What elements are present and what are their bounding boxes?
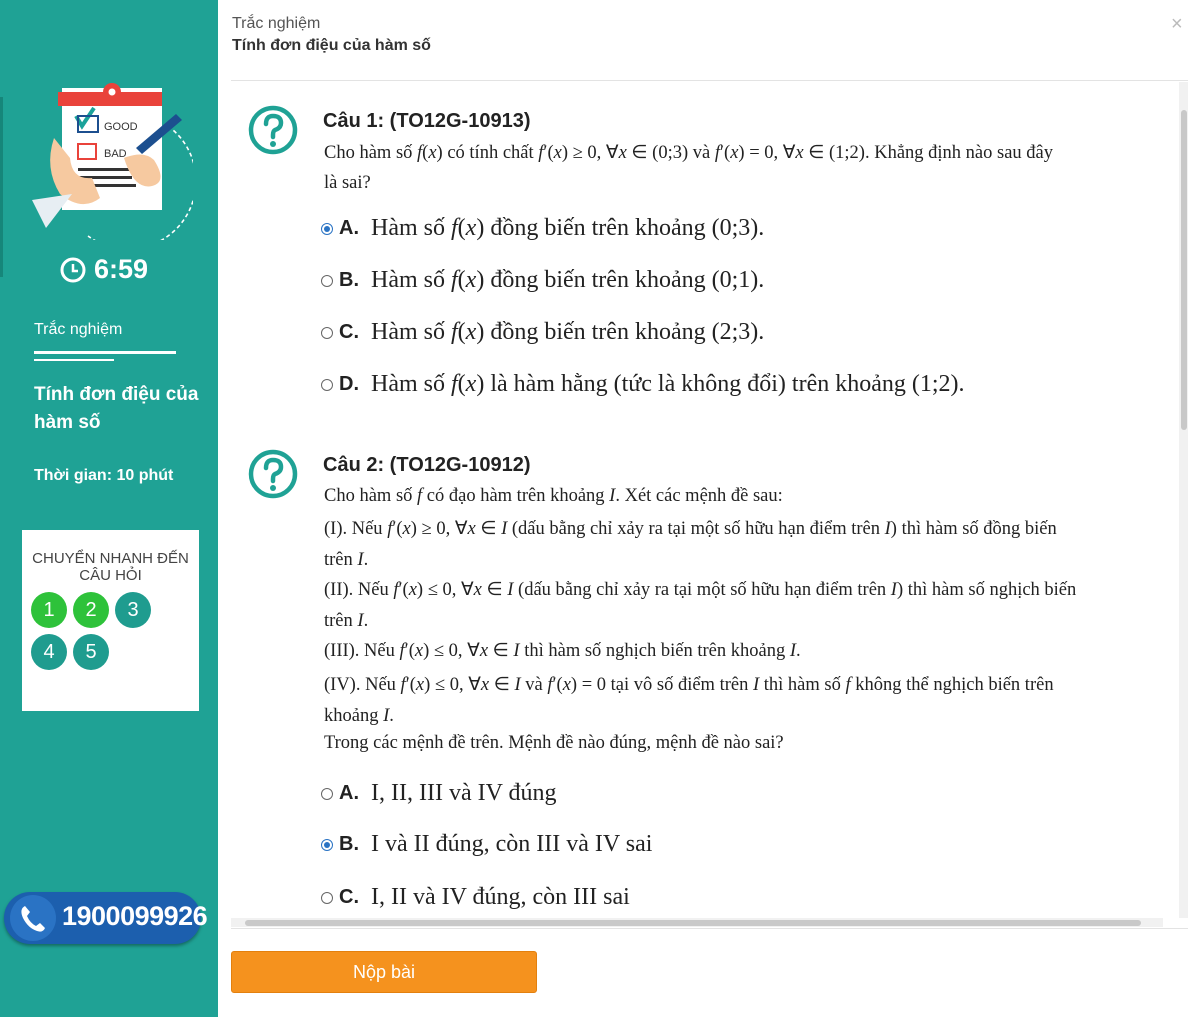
option-b[interactable]: [321, 267, 764, 294]
hotline-button[interactable]: [4, 892, 208, 944]
question-navigator: [22, 530, 199, 711]
option-text: Hàm số f(x) đồng biến trên khoảng (2;3).: [371, 319, 765, 345]
radio[interactable]: [321, 892, 333, 904]
header-subtitle: Trắc nghiệm: [232, 15, 321, 32]
hotline-number: 1900099926: [62, 901, 208, 931]
countdown-timer: [60, 254, 148, 285]
radio[interactable]: [321, 275, 333, 287]
radio[interactable]: [321, 379, 333, 391]
question-jump-1[interactable]: 1: [31, 592, 67, 628]
clock-icon: [60, 257, 86, 283]
sidebar-section-label: Trắc nghiệm: [34, 321, 123, 338]
illus-good-text: GOOD: [104, 121, 138, 133]
time-limit: Thời gian: 10 phút: [34, 467, 174, 484]
question-text: Cho hàm số f(x) có tính chất f′(x) ≥ 0, ∀x ∈ (0;3) và f′(x) = 0, ∀x ∈ (1;2). Khẳng định nào sau đây là sai?: [324, 143, 1054, 193]
option-c[interactable]: [321, 319, 764, 346]
option-text: I và II đúng, còn III và IV sai: [371, 831, 653, 857]
question-heading: Câu 2: (TO12G-10912): [323, 454, 531, 476]
option-text: I, II và IV đúng, còn III sai: [371, 884, 630, 910]
sidebar: [0, 0, 218, 1017]
sidebar-edge: [0, 97, 3, 277]
question-jump-5[interactable]: 5: [73, 634, 109, 670]
option-letter: A.: [339, 782, 359, 804]
question-jump-2[interactable]: 2: [73, 592, 109, 628]
question-mark-icon: [247, 104, 299, 156]
option-letter: A.: [339, 217, 359, 239]
option-text: Hàm số f(x) đồng biến trên khoảng (0;3).: [371, 215, 765, 241]
option-letter: C.: [339, 886, 359, 908]
option-b[interactable]: [321, 831, 652, 858]
horizontal-scrollbar-thumb[interactable]: [245, 920, 1141, 926]
illus-bad-text: BAD: [104, 148, 127, 160]
option-text: I, II, III và IV đúng: [371, 780, 557, 806]
lesson-title: Tính đơn điệu của hàm số: [34, 384, 199, 433]
divider: [34, 359, 114, 361]
divider: [34, 351, 176, 354]
option-text: Hàm số f(x) đồng biến trên khoảng (0;1).: [371, 267, 765, 293]
page-title: Tính đơn điệu của hàm số: [232, 37, 431, 54]
option-letter: C.: [339, 321, 359, 343]
option-letter: D.: [339, 373, 359, 395]
option-letter: B.: [339, 269, 359, 291]
divider: [231, 928, 1188, 929]
divider: [231, 80, 1188, 81]
option-c[interactable]: [321, 884, 630, 911]
phone-icon: [10, 895, 56, 941]
option-d[interactable]: [321, 371, 965, 398]
question-text: Cho hàm số f có đạo hàm trên khoảng I. Xét các mệnh đề sau: (I). Nếu f′(x) ≥ 0, ∀x ∈ I (dấu bằng chỉ xảy ra tại một số hữu hạn điểm trên I) thì hàm số đồng biến trên I. (II). Nếu f′(x) ≤ 0, ∀x ∈ I (dấu bằng chỉ xảy ra tại một số hữu hạn điểm trên I) thì hàm số nghịch biến trên I. (III). Nếu f′(x) ≤ 0, ∀x ∈ I thì hàm số nghịch biến trên khoảng I. (IV). Nếu f′(x) ≤ 0, ∀x ∈ I và f′(x) = 0 tại vô số điểm trên I thì hàm số f không thể nghịch biến trên khoảng I. Trong các mệnh đề trên. Mệnh đề nào đúng, mệnh đề nào sai?: [324, 486, 1077, 753]
question-list[interactable]: [231, 82, 1179, 918]
option-letter: B.: [339, 833, 359, 855]
submit-button[interactable]: Nộp bài: [231, 951, 537, 993]
question-jump-4[interactable]: 4: [31, 634, 67, 670]
radio-selected[interactable]: [321, 839, 333, 851]
question-navigator-title: CHUYỂN NHANH ĐẾN CÂU HỎI: [32, 550, 189, 584]
radio-selected[interactable]: [321, 223, 333, 235]
question-jump-3[interactable]: 3: [115, 592, 151, 628]
vertical-scrollbar-thumb[interactable]: [1181, 110, 1187, 430]
question-mark-icon: [247, 448, 299, 500]
radio[interactable]: [321, 327, 333, 339]
option-a[interactable]: [321, 215, 764, 242]
question-heading: Câu 1: (TO12G-10913): [323, 110, 531, 132]
radio[interactable]: [321, 788, 333, 800]
close-icon[interactable]: ×: [1171, 13, 1183, 35]
option-text: Hàm số f(x) là hàm hằng (tức là không đổi) trên khoảng (1;2).: [371, 371, 965, 397]
quiz-illustration-icon: [28, 78, 193, 240]
option-a[interactable]: [321, 780, 557, 807]
timer-value: 6:59: [94, 254, 149, 284]
